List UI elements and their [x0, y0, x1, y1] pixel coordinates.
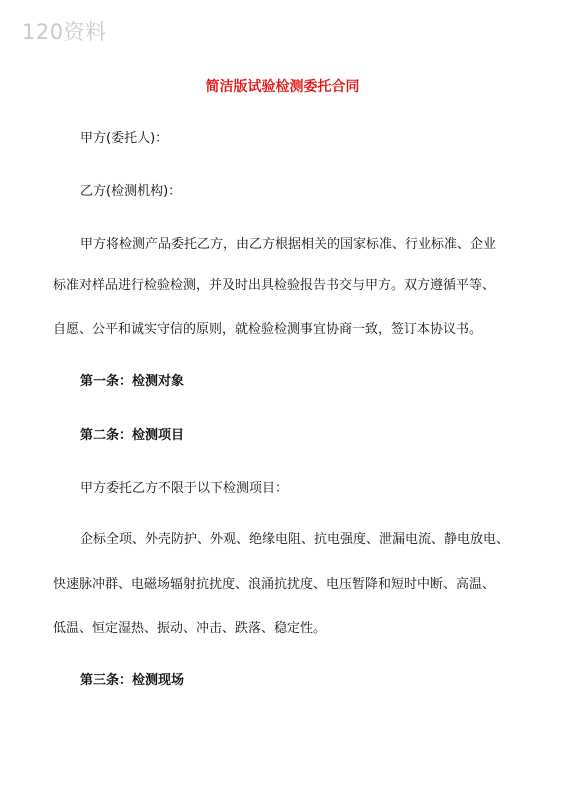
intro-line: 甲方将检测产品委托乙方，由乙方根据相关的国家标准、行业标准、企业 [80, 237, 497, 252]
items-line: 低温、恒定湿热、振动、冲击、跌落、稳定性。 [53, 621, 327, 636]
intro-line: 自愿、公平和诚实守信的原则，就检验检测事宜协商一致，签订本协议书。 [53, 322, 483, 337]
items-line: 企标全项、外壳防护、外观、绝缘电阻、抗电强度、泄漏电流、静电放电、 [80, 532, 510, 547]
party-a-label: 甲方(委托人)： [80, 131, 169, 146]
article-3-heading: 第三条：检测现场 [80, 673, 185, 688]
items-intro: 甲方委托乙方不限于以下检测项目： [80, 481, 289, 496]
document-title: 简洁版试验检测委托合同 [205, 79, 360, 95]
party-b-label: 乙方(检测机构)： [80, 184, 182, 199]
intro-line: 标准对样品进行检验检测，并及时出具检验报告书交与甲方。双方遵循平等、 [53, 278, 496, 293]
article-2-heading: 第二条：检测项目 [80, 428, 185, 443]
article-1-heading: 第一条：检测对象 [80, 374, 185, 389]
watermark-logo: 120资料 [22, 20, 107, 44]
items-line: 快速脉冲群、电磁场辐射抗扰度、浪涌抗扰度、电压暂降和短时中断、高温、 [53, 577, 496, 592]
